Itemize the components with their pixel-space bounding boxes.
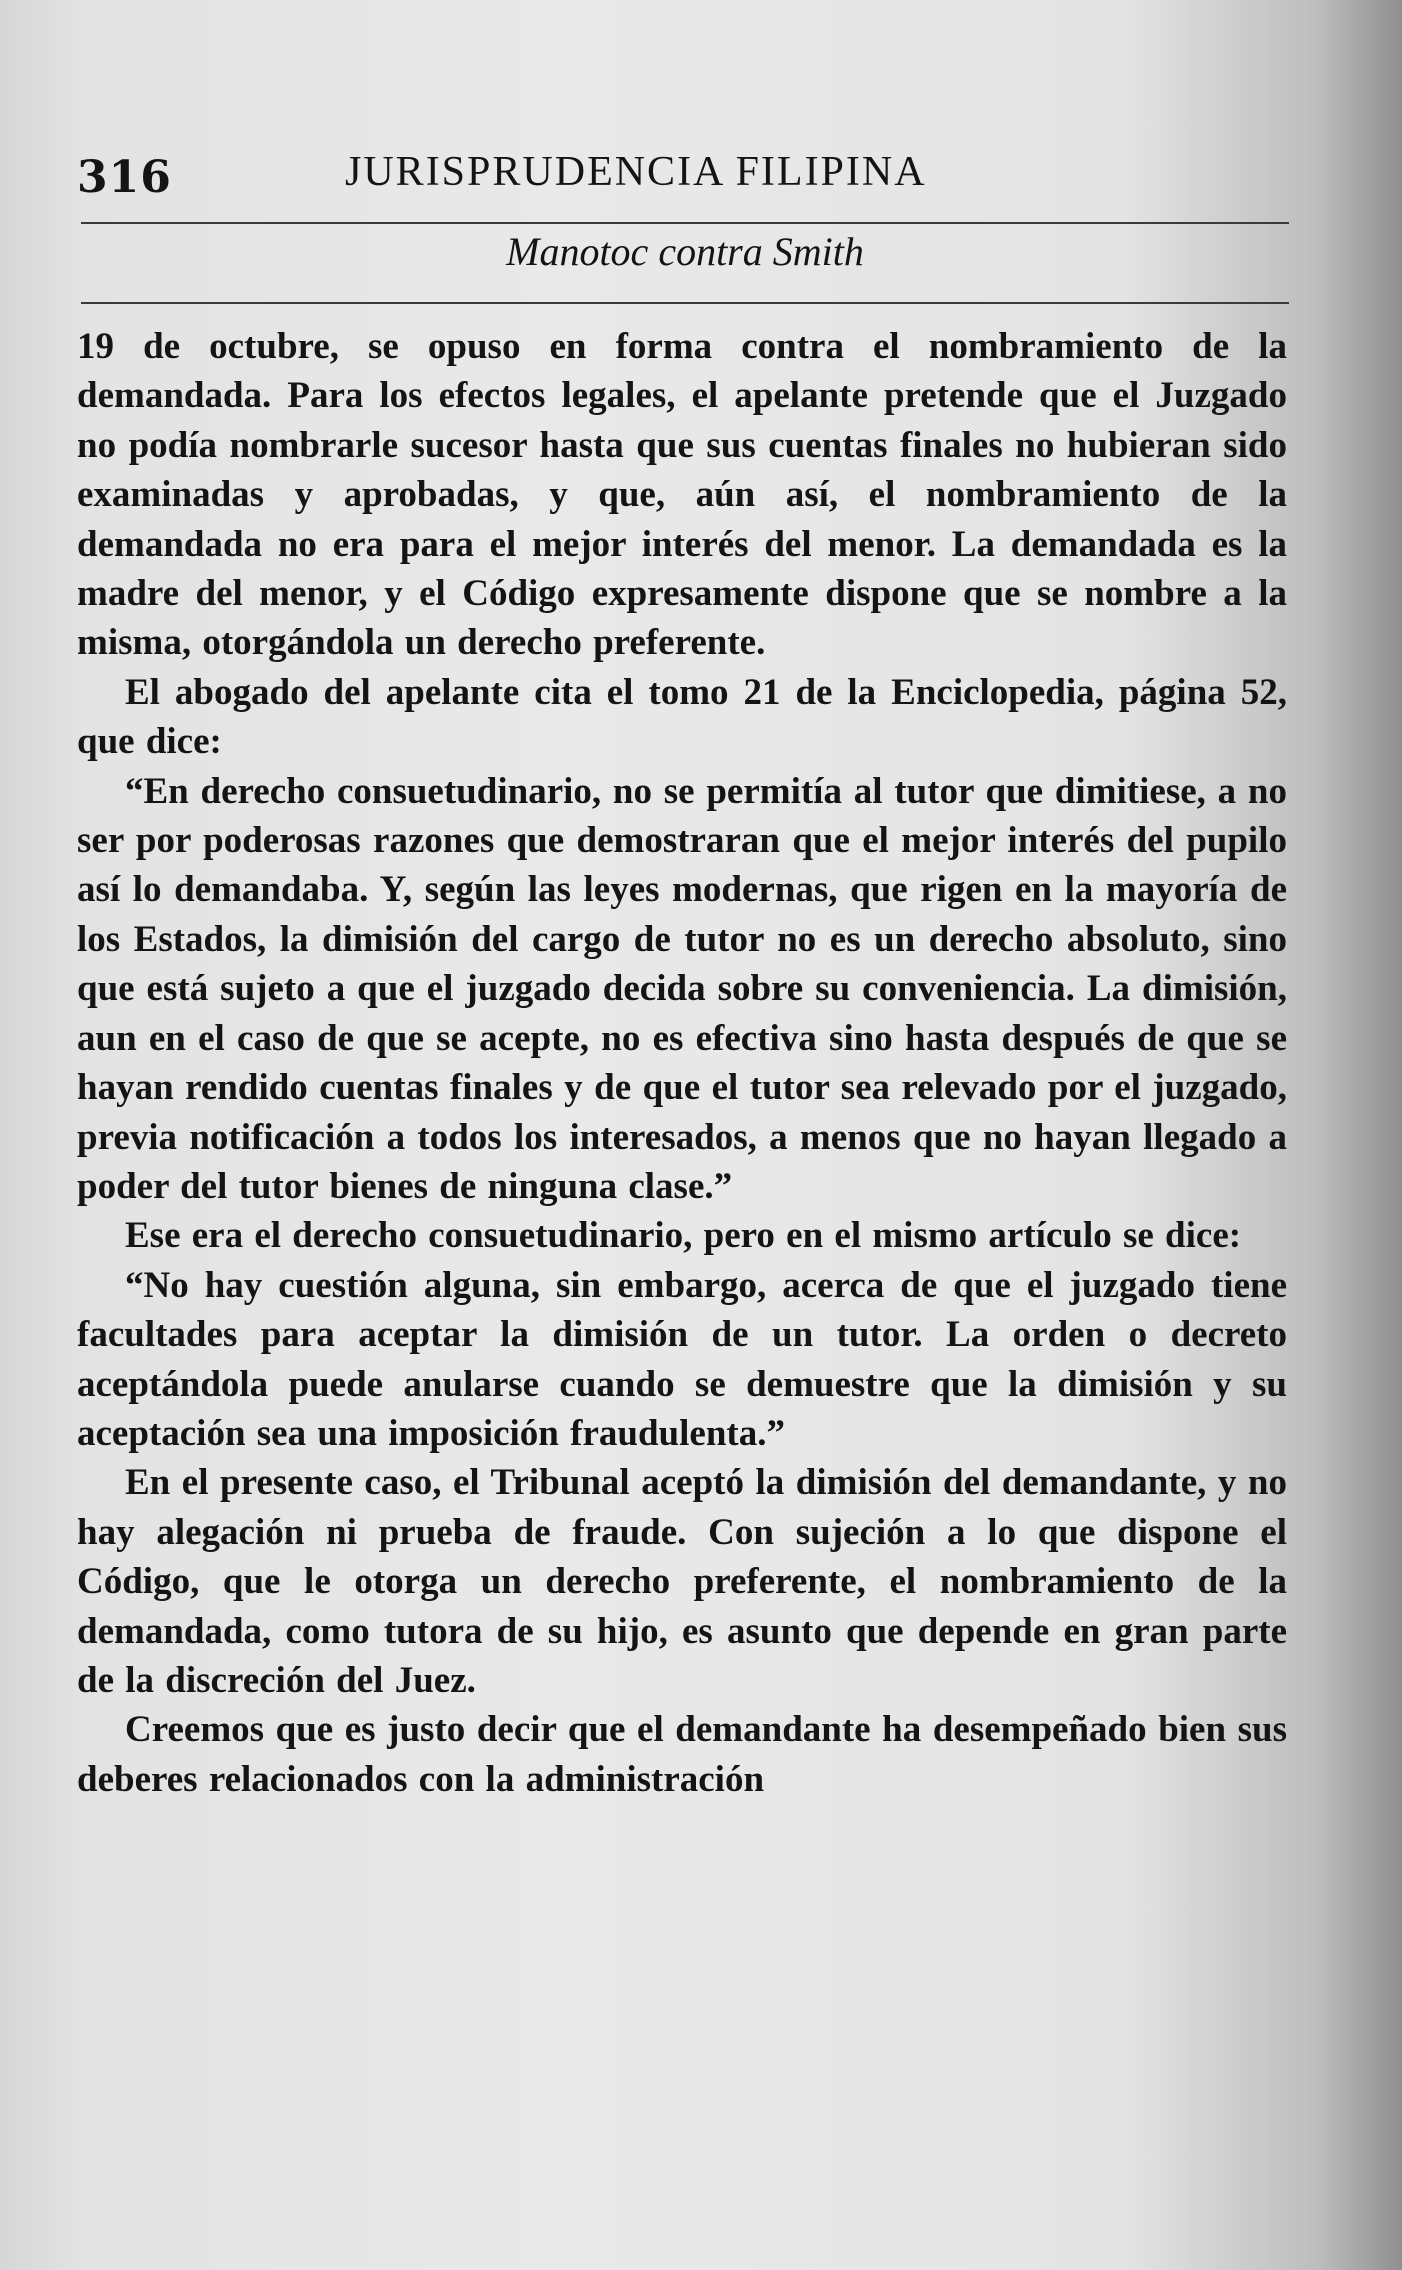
paragraph-4: En el presente caso, el Tribunal aceptó la dimisión del demandante, y no hay alegación ni prueba de fraude. Con sujeción a lo que dispone el Código, que le otorga un derecho preferente, el nombramiento de la demandada, como tutora de su hijo, es asunto que depende en gran parte de la discreción del Juez.: [77, 1462, 1287, 1701]
quote-paragraph-1: “En derecho consuetudinario, no se permitía al tutor que dimitiese, a no ser por poderosas razones que demostraran que el mejor interés del pupilo así lo demandaba. Y, según las leyes modernas, que rigen en la mayoría de los Estados, la dimisión del cargo de tutor no es un derecho absoluto, sino que está sujeto a que el juzgado decida sobre su conveniencia. La dimisión, aun en el caso de que se acepte, no es efectiva sino hasta después de que se hayan rendido cuentas finales y de que el tutor sea relevado por el juzgado, previa notificación a todos los interesados, a menos que no hayan llegado a poder del tutor bienes de ninguna clase.”: [77, 770, 1287, 1207]
header-rule-bottom: [81, 302, 1289, 304]
page-header: [75, 142, 1295, 212]
paragraph-1: 19 de octubre, se opuso en forma contra el nombramiento de la demandada. Para los efectos legales, el apelante pretende que el Juzgado no podía nombrarle sucesor hasta que sus cuentas finales no hubieran sido examinadas y aprobadas, y que, aún así, el nombramiento de la demandada no era para el mejor interés del menor. La demandada es la madre del menor, y el Código expresamente dispone que se nombre a la misma, otorgándola un derecho preferente.: [77, 326, 1287, 664]
document-page: [75, 0, 1295, 2270]
paragraph-5: Creemos que es justo decir que el demandante ha desempeñado bien sus deberes relacionados con la administración: [77, 1709, 1287, 1800]
paragraph-3: Ese era el derecho consuetudinario, pero en el mismo artículo se dice:: [125, 1215, 1242, 1257]
case-title: Manotoc contra Smith: [506, 229, 864, 274]
body-text: [77, 322, 1287, 1804]
running-title: JURISPRUDENCIA FILIPINA: [345, 149, 927, 195]
paragraph-2: El abogado del apelante cita el tomo 21 de la Enciclopedia, página 52, que dice:: [77, 671, 1287, 763]
quote-paragraph-2: “No hay cuestión alguna, sin embargo, acerca de que el juzgado tiene facultades para aceptar la dimisión de un tutor. La orden o decreto aceptándola puede anularse cuando se demuestre que la dimisión y su aceptación sea una imposición fraudulenta.”: [77, 1264, 1287, 1454]
page-number: 316: [77, 152, 172, 203]
header-rule-top: [81, 222, 1289, 224]
